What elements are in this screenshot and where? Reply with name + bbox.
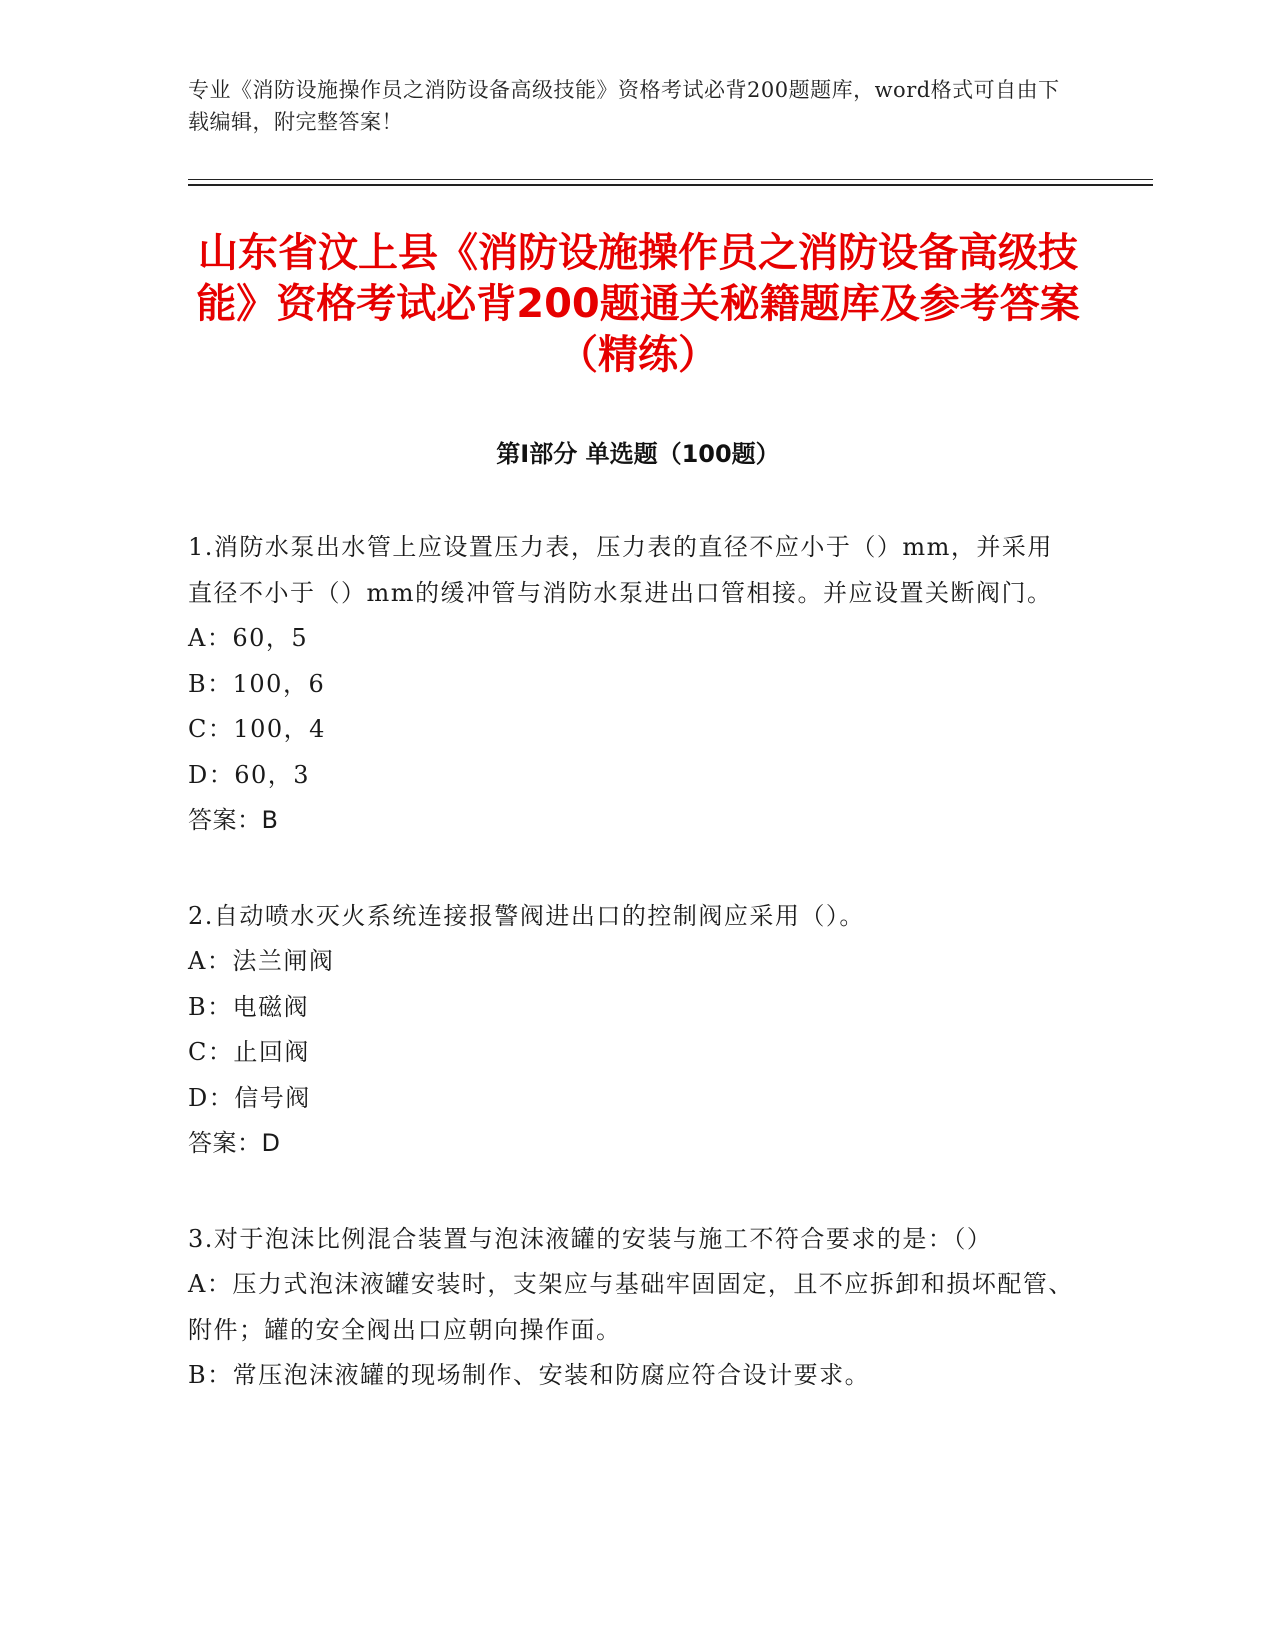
- option-c: C：止回阀: [188, 1038, 310, 1066]
- question-list: [188, 525, 1078, 1449]
- option-d: D：信号阀: [188, 1083, 311, 1112]
- header-divider-thin: [188, 179, 1153, 180]
- document-title: 山东省汶上县《消防设施操作员之消防设备高级技能》资格考试必背200题通关秘籍题库及参考答案（精练）: [196, 230, 1080, 378]
- option-b: B：电磁阀: [188, 992, 310, 1021]
- option-a: A：压力式泡沫液罐安装时，支架应与基础牢固固定，且不应拆卸和损坏配管、附件；罐的安全阀出口应朝向操作面。: [188, 1270, 1074, 1344]
- header-divider-thick: [188, 184, 1153, 186]
- question-3: [188, 1217, 1078, 1399]
- question-stem: 1.消防水泵出水管上应设置压力表，压力表的直径不应小于（）mm，并采用直径不小于（）mm的缓冲管与消防水泵进出口管相接。并应设置关断阀门。: [188, 533, 1053, 607]
- answer: 答案：D: [188, 1129, 281, 1157]
- question-stem: 3.对于泡沫比例混合装置与泡沫液罐的安装与施工不符合要求的是：（）: [188, 1224, 993, 1253]
- option-a: A：60，5: [188, 624, 309, 652]
- section-title: 第Ⅰ部分 单选题（100题）: [496, 440, 780, 468]
- question-2: [188, 894, 1078, 1167]
- question-stem: 2.自动喷水灭火系统连接报警阀进出口的控制阀应采用（）。: [188, 901, 865, 930]
- answer: 答案：B: [188, 806, 279, 834]
- question-1: [188, 525, 1078, 844]
- option-b: B：100，6: [188, 669, 326, 698]
- option-a: A：法兰闸阀: [188, 947, 335, 975]
- option-c: C：100，4: [188, 715, 326, 743]
- option-b: B：常压泡沫液罐的现场制作、安装和防腐应符合设计要求。: [188, 1361, 871, 1389]
- header-note: 专业《消防设施操作员之消防设备高级技能》资格考试必背200题题库，word格式可自由下载编辑，附完整答案！: [188, 78, 1060, 134]
- option-d: D：60，3: [188, 760, 311, 789]
